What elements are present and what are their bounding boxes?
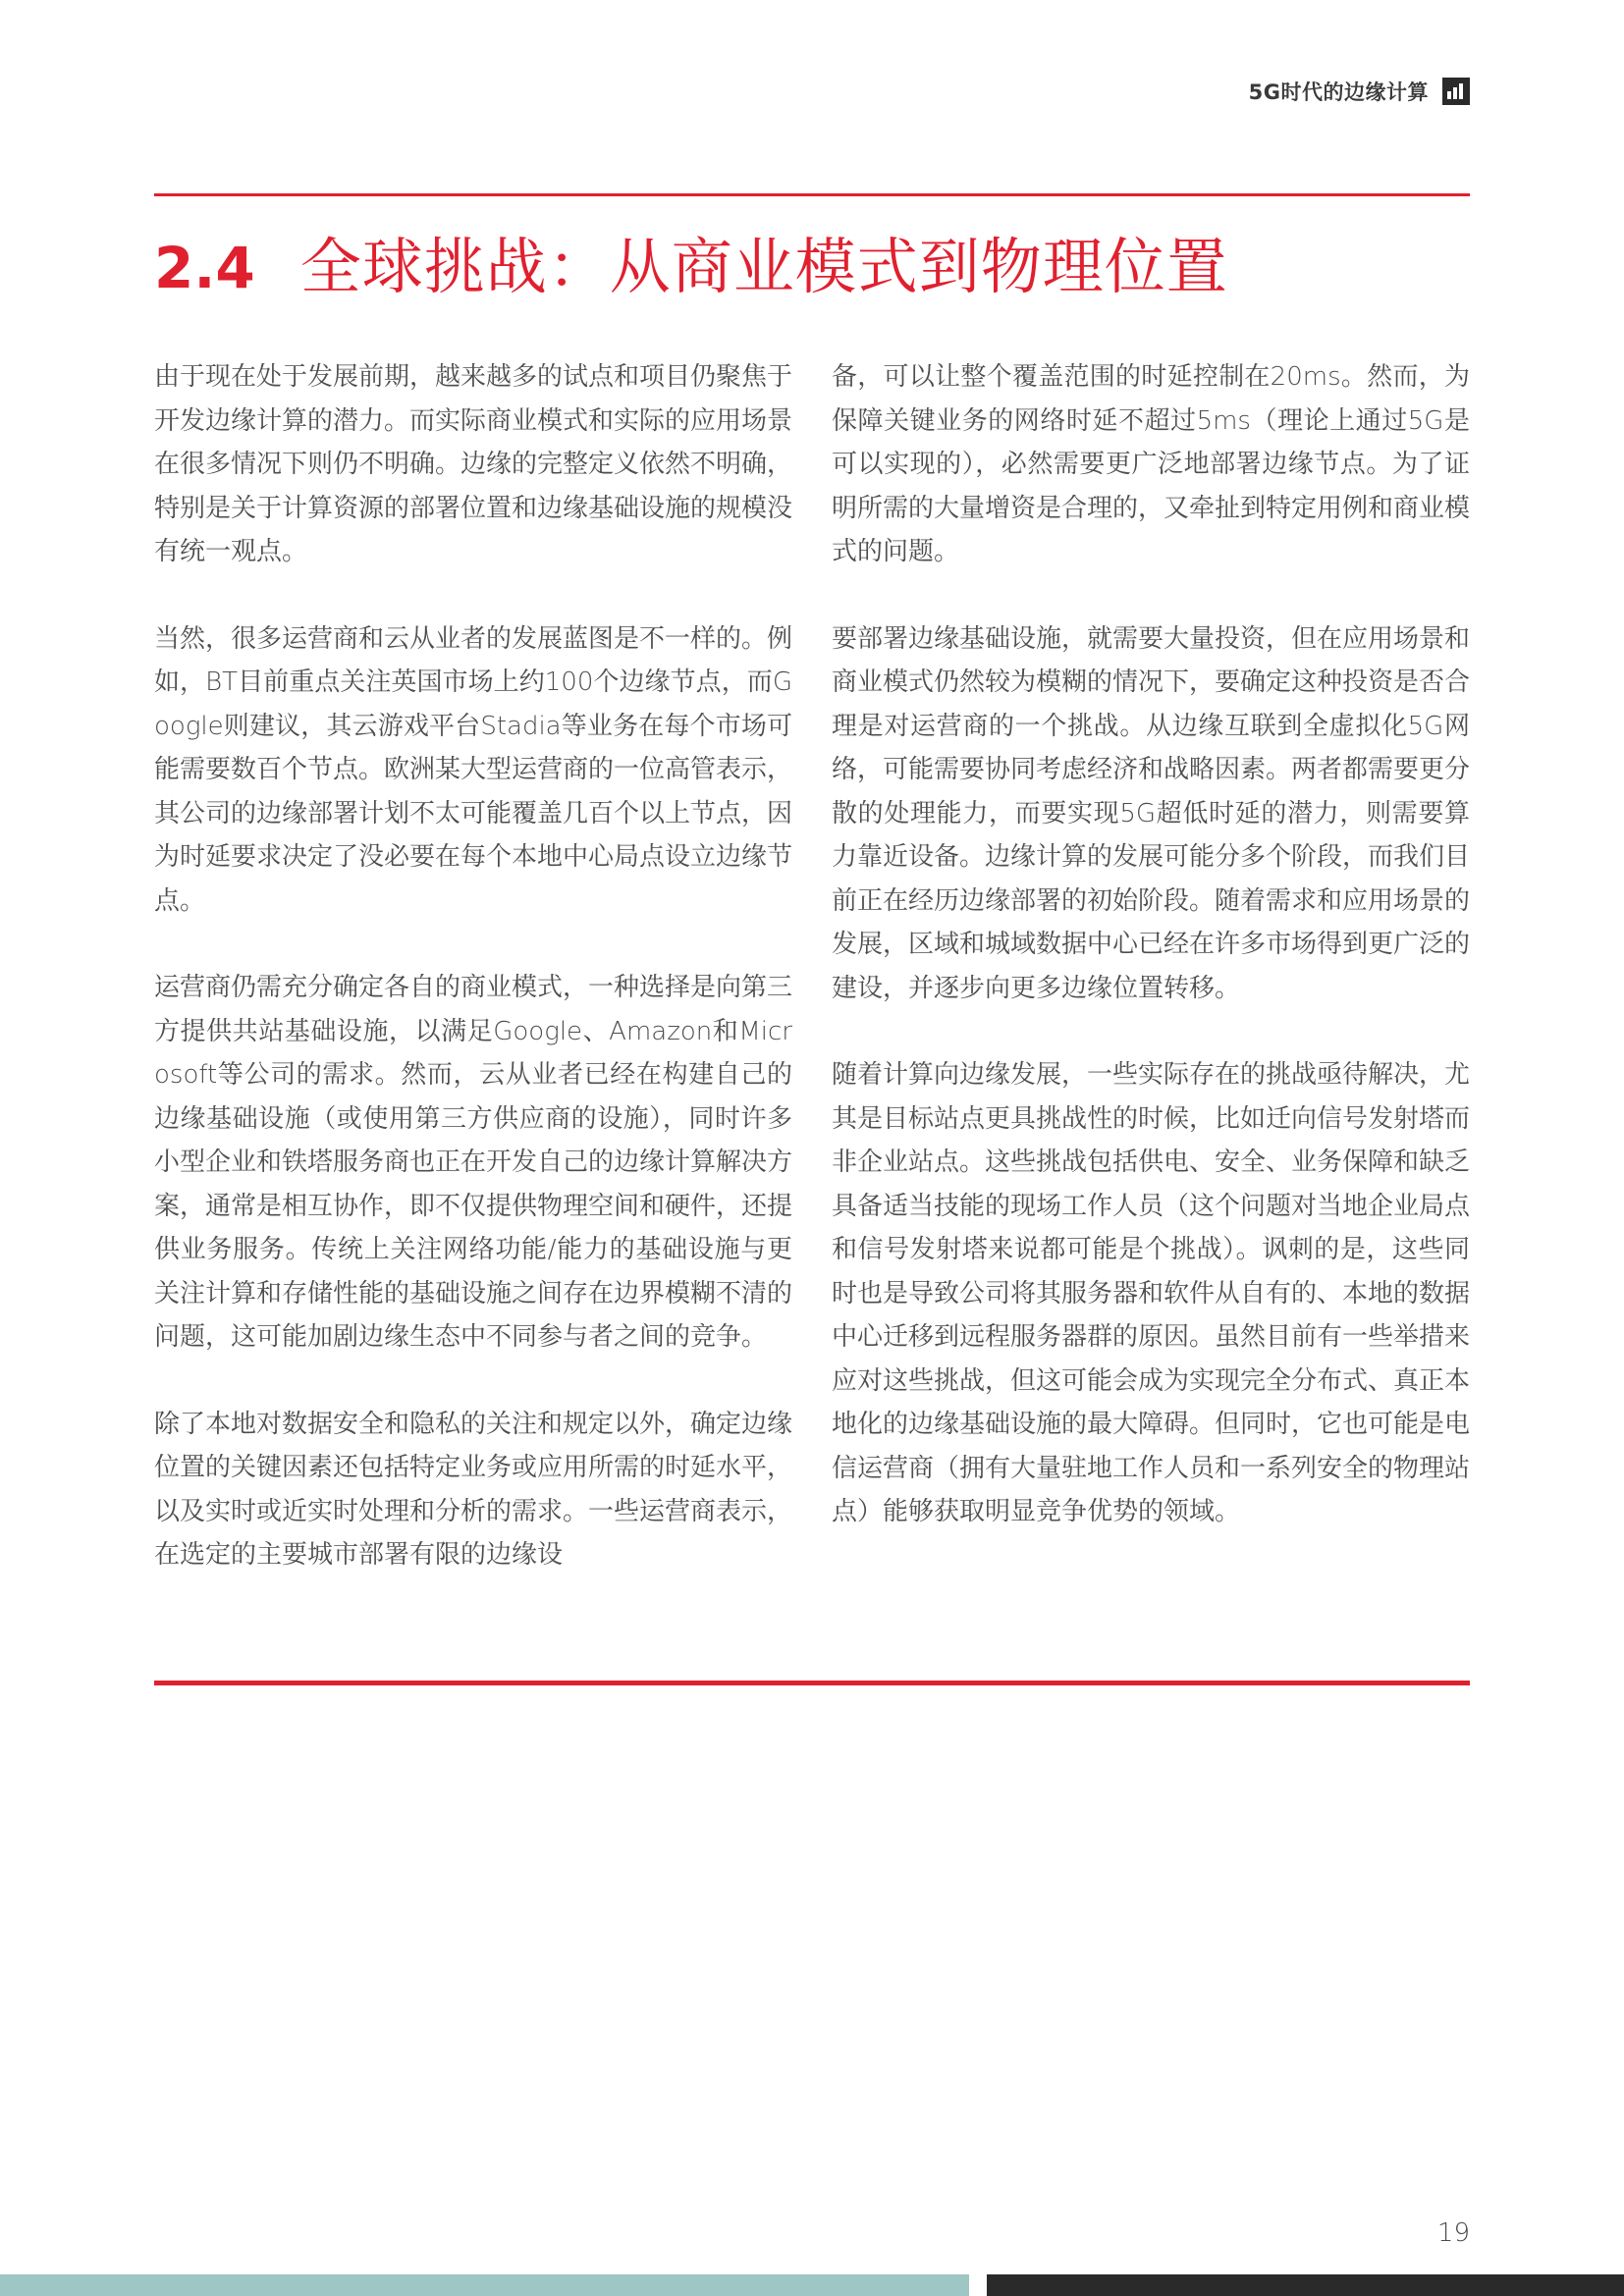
footer-band-left xyxy=(0,2274,969,2296)
paragraph: 除了本地对数据安全和隐私的关注和规定以外，确定边缘位置的关键因素还包括特定业务或应用所需的时延水平，以及实时或近实时处理和分析的需求。一些运营商表示，在选定的主要城市部署有限的边缘设 xyxy=(154,1409,793,1570)
page-number: 19 xyxy=(1436,2218,1470,2248)
report-logo-icon xyxy=(1442,78,1470,105)
paragraph: 要部署边缘基础设施，就需要大量投资，但在应用场景和商业模式仍然较为模糊的情况下，要确定这种投资是否合理是对运营商的一个挑战。从边缘互联到全虚拟化5G网络，可能需要协同考虑经济和战略因素。两者都需要更分散的处理能力，而要实现5G超低时延的潜力，则需要算力靠近设备。边缘计算的发展可能分多个阶段，而我们目前正在经历边缘部署的初始阶段。随着需求和应用场景的发展，区域和城域数据中心已经在许多市场得到更广泛的建设，并逐步向更多边缘位置转移。 xyxy=(832,623,1471,1003)
paragraph: 运营商仍需充分确定各自的商业模式，一种选择是向第三方提供共站基础设施，以满足Google、Amazon和Microsoft等公司的需求。然而，云从业者已经在构建自己的边缘基础设施（或使用第三方供应商的设施），同时许多小型企业和铁塔服务商也正在开发自己的边缘计算解决方案，通常是相互协作，即不仅提供物理空间和硬件，还提供业务服务。传统上关注网络功能/能力的基础设施与更关注计算和存储性能的基础设施之间存在边界模糊不清的问题，这可能加剧边缘生态中不同参与者之间的竞争。 xyxy=(154,973,793,1352)
paragraph: 由于现在处于发展前期，越来越多的试点和项目仍聚焦于开发边缘计算的潜力。而实际商业模式和实际的应用场景在很多情况下则仍不明确。边缘的完整定义依然不明确，特别是关于计算资源的部署位置和边缘基础设施的规模没有统一观点。 xyxy=(154,362,793,566)
paragraph: 随着计算向边缘发展，一些实际存在的挑战亟待解决，尤其是目标站点更具挑战性的时候，比如迁向信号发射塔而非企业站点。这些挑战包括供电、安全、业务保障和缺乏具备适当技能的现场工作人员（这个问题对当地企业局点和信号发射塔来说都可能是个挑战）。讽刺的是，这些同时也是导致公司将其服务器和软件从自有的、本地的数据中心迁移到远程服务器群的原因。虽然目前有一些举措来应对这些挑战，但这可能会成为实现完全分布式、真正本地化的边缘基础设施的最大障碍。但同时，它也可能是电信运营商（拥有大量驻地工作人员和一系列安全的物理站点）能够获取明显竞争优势的领域。 xyxy=(832,1060,1471,1526)
paragraph: 备，可以让整个覆盖范围的时延控制在20ms。然而，为保障关键业务的网络时延不超过5ms（理论上通过5G是可以实现的），必然需要更广泛地部署边缘节点。为了证明所需的大量增资是合理的，又牵扯到特定用例和商业模式的问题。 xyxy=(832,362,1471,566)
left-column xyxy=(154,355,792,1621)
top-divider xyxy=(154,193,1470,196)
page-header xyxy=(1249,77,1470,106)
body-columns xyxy=(154,355,1470,1621)
bottom-divider xyxy=(154,1681,1470,1685)
report-title: 5G时代的边缘计算 xyxy=(1248,80,1429,104)
right-column xyxy=(832,355,1470,1621)
footer-band-right xyxy=(987,2274,1624,2296)
section-number: 2.4 xyxy=(154,235,255,301)
paragraph: 当然，很多运营商和云从业者的发展蓝图是不一样的。例如，BT目前重点关注英国市场上约100个边缘节点，而Google则建议，其云游戏平台Stadia等业务在每个市场可能需要数百个节点。欧洲某大型运营商的一位高管表示，其公司的边缘部署计划不太可能覆盖几百个以上节点，因为时延要求决定了没必要在每个本地中心局点设立边缘节点。 xyxy=(154,623,793,916)
section-title: 全球挑战：从商业模式到物理位置 xyxy=(299,231,1228,302)
section-heading xyxy=(154,218,1228,305)
